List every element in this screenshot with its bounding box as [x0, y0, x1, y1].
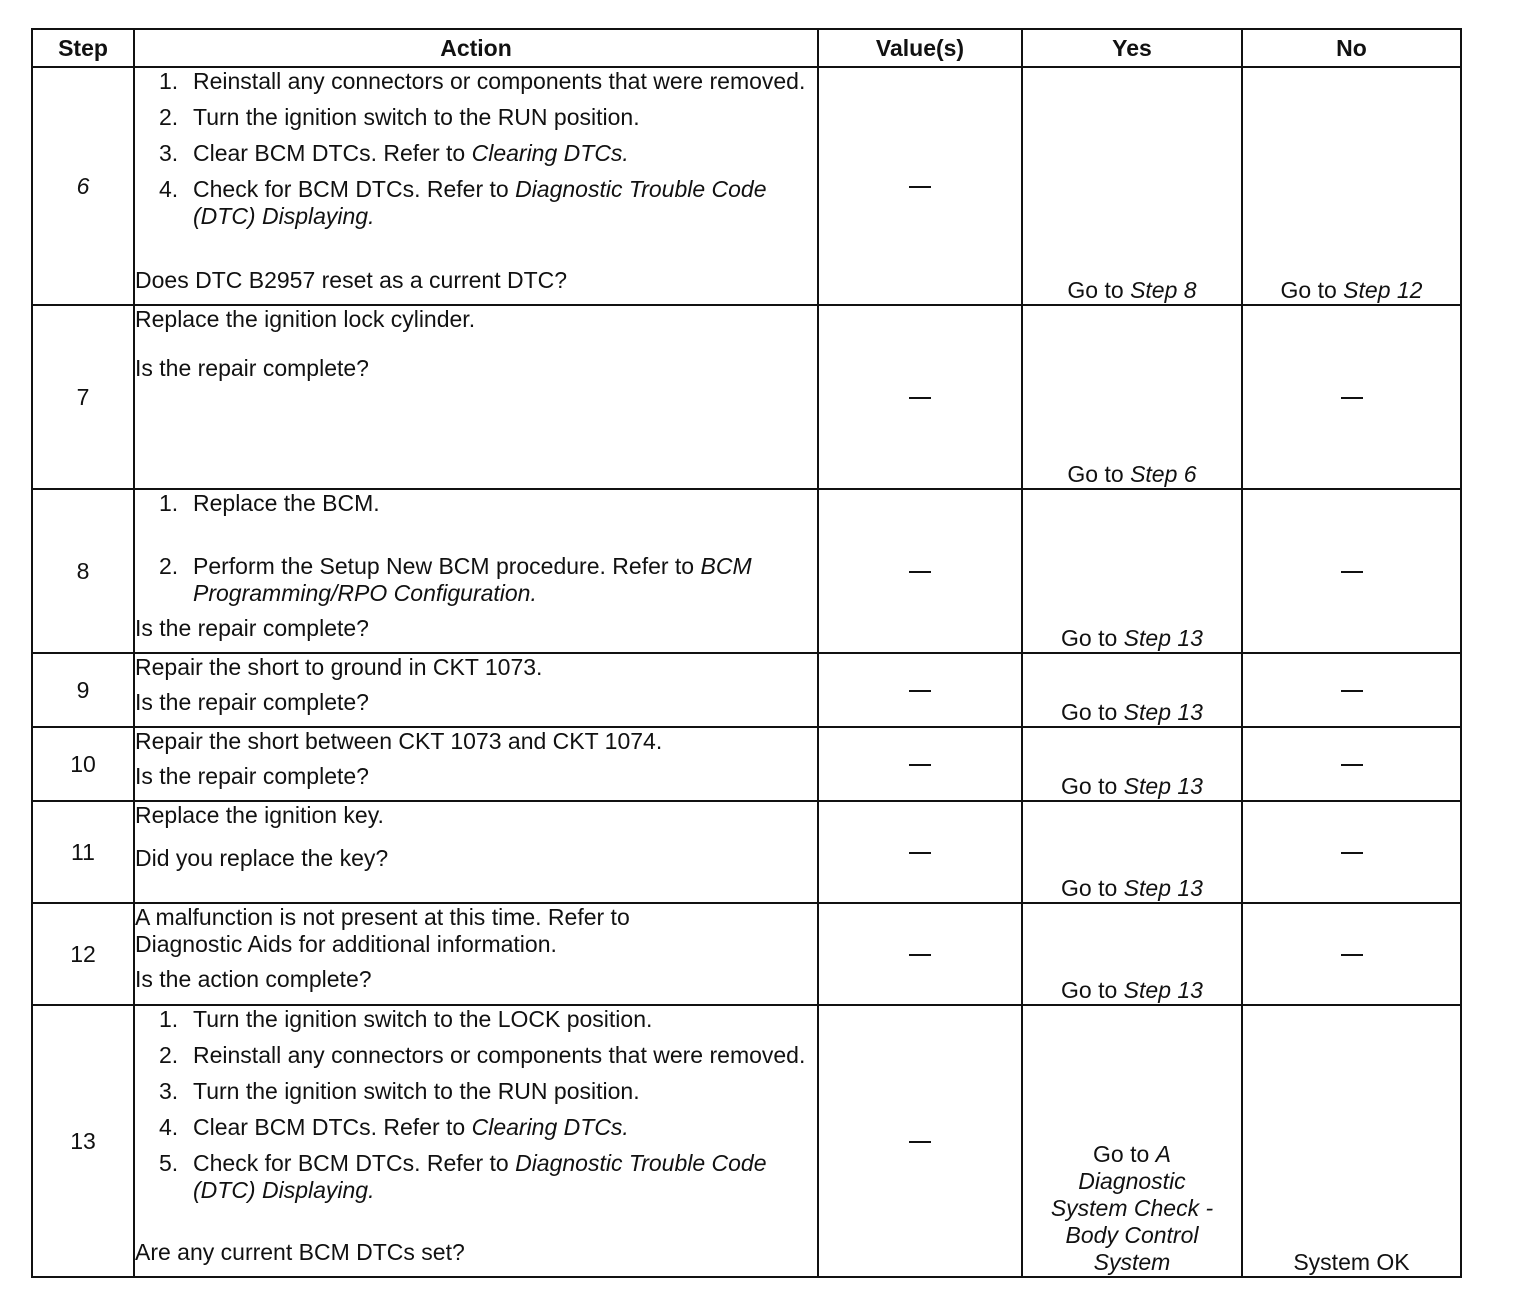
dash — [1341, 954, 1363, 956]
question: Is the repair complete? — [135, 689, 369, 715]
action-text: Repair the short between CKT 1073 and CKT 1074. — [135, 728, 663, 754]
yes-reference: A Diagnostic System Check - Body Control System — [1050, 1141, 1214, 1275]
value-cell — [818, 67, 1022, 305]
yes-cell: Go to Step 13 — [1022, 727, 1242, 801]
header-no: No — [1242, 29, 1461, 67]
question: Did you replace the key? — [135, 845, 389, 871]
table-row — [32, 305, 1461, 489]
no-cell — [1242, 653, 1461, 727]
list-item: 3. Turn the ignition switch to the RUN position. — [159, 1078, 640, 1104]
reference-link: BCM Programming/RPO Configuration. — [193, 553, 752, 606]
list-item: 1. Turn the ignition switch to the LOCK position. — [159, 1006, 653, 1032]
yes-reference: Step 13 — [1123, 773, 1203, 799]
header-step: Step — [32, 29, 134, 67]
action-cell — [134, 489, 818, 653]
value-cell — [818, 653, 1022, 727]
step-number: 8 — [32, 489, 134, 653]
list-item: 3. Clear BCM DTCs. Refer to Clearing DTCs. — [159, 140, 629, 166]
table-row — [32, 67, 1461, 305]
no-cell — [1242, 727, 1461, 801]
diagnostic-table — [31, 28, 1462, 1278]
dash — [1341, 852, 1363, 854]
value-cell — [818, 1005, 1022, 1277]
table-row — [32, 653, 1461, 727]
list-item: 5. Check for BCM DTCs. Refer to Diagnostic Trouble Code (DTC) Displaying. — [159, 1150, 767, 1203]
step-number: 7 — [32, 305, 134, 489]
dash — [1341, 690, 1363, 692]
table-row — [32, 801, 1461, 903]
step-number: 9 — [32, 653, 134, 727]
action-cell — [134, 903, 818, 1005]
value-cell — [818, 727, 1022, 801]
yes-cell: Go to Step 13 — [1022, 489, 1242, 653]
dash — [1341, 397, 1363, 399]
dash — [909, 1141, 931, 1143]
no-reference: Step 12 — [1343, 277, 1423, 303]
action-cell — [134, 727, 818, 801]
list-item: 4. Check for BCM DTCs. Refer to Diagnostic Trouble Code (DTC) Displaying. — [159, 176, 767, 229]
dash — [909, 186, 931, 188]
question: Is the repair complete? — [135, 763, 369, 789]
yes-cell: Go to Step 13 — [1022, 801, 1242, 903]
list-item: 2. Turn the ignition switch to the RUN position. — [159, 104, 640, 130]
header-yes: Yes — [1022, 29, 1242, 67]
action-cell — [134, 1005, 818, 1277]
yes-reference: Step 13 — [1123, 977, 1203, 1003]
table-row — [32, 727, 1461, 801]
reference-link: Diagnostic Trouble Code (DTC) Displaying. — [193, 176, 767, 229]
step-number: 11 — [32, 801, 134, 903]
value-cell — [818, 489, 1022, 653]
dash — [909, 764, 931, 766]
system-ok: System OK — [1293, 1249, 1410, 1275]
no-cell — [1242, 903, 1461, 1005]
action-cell — [134, 801, 818, 903]
step-number: 6 — [32, 67, 134, 305]
question: Is the repair complete? — [135, 355, 369, 381]
action-steps — [135, 1006, 817, 1204]
header-action: Action — [134, 29, 818, 67]
table-row — [32, 489, 1461, 653]
list-item: 2. Perform the Setup New BCM procedure. Refer to BCM Programming/RPO Configuration. — [159, 553, 752, 606]
table-row — [32, 1005, 1461, 1277]
reference-link: Clearing DTCs. — [471, 1114, 629, 1140]
yes-reference: Step 13 — [1123, 875, 1203, 901]
question: Does DTC B2957 reset as a current DTC? — [135, 267, 568, 293]
action-cell — [134, 653, 818, 727]
yes-cell: Go to Step 6 — [1022, 305, 1242, 489]
action-steps — [135, 490, 817, 607]
step-number: 12 — [32, 903, 134, 1005]
dash — [909, 852, 931, 854]
question: Are any current BCM DTCs set? — [135, 1239, 465, 1265]
action-text: Repair the short to ground in CKT 1073. — [135, 654, 543, 680]
yes-reference: Step 13 — [1123, 699, 1203, 725]
header-row — [32, 29, 1461, 67]
yes-cell: Go to Step 13 — [1022, 903, 1242, 1005]
value-cell — [818, 903, 1022, 1005]
dash — [909, 690, 931, 692]
no-cell — [1242, 305, 1461, 489]
action-text: Replace the ignition key. — [135, 802, 384, 828]
no-cell — [1242, 489, 1461, 653]
header-values: Value(s) — [818, 29, 1022, 67]
question: Is the repair complete? — [135, 615, 369, 641]
list-item: 2. Reinstall any connectors or components that were removed. — [159, 1042, 806, 1068]
action-cell — [134, 305, 818, 489]
dash — [1341, 764, 1363, 766]
reference-link: Clearing DTCs. — [471, 140, 629, 166]
no-cell — [1242, 1005, 1461, 1277]
list-item: 1. Reinstall any connectors or components that were removed. — [159, 68, 806, 94]
table-row — [32, 903, 1461, 1005]
dash — [909, 954, 931, 956]
list-item: 4. Clear BCM DTCs. Refer to Clearing DTCs. — [159, 1114, 629, 1140]
dash — [909, 397, 931, 399]
question: Is the action complete? — [135, 966, 372, 992]
dash — [909, 571, 931, 573]
value-cell — [818, 801, 1022, 903]
yes-cell: Go to Step 8 — [1022, 67, 1242, 305]
action-text: Replace the ignition lock cylinder. — [135, 306, 476, 332]
action-cell — [134, 67, 818, 305]
dash — [1341, 571, 1363, 573]
step-number: 13 — [32, 1005, 134, 1277]
yes-reference: Step 8 — [1130, 277, 1197, 303]
action-steps — [135, 68, 817, 230]
step-number: 10 — [32, 727, 134, 801]
reference-link: Diagnostic Trouble Code (DTC) Displaying. — [193, 1150, 767, 1203]
yes-reference: Step 13 — [1123, 625, 1203, 651]
yes-cell: Go to A Diagnostic System Check - Body Control System — [1022, 1005, 1242, 1277]
no-cell — [1242, 801, 1461, 903]
no-cell: Go to Step 12 — [1242, 67, 1461, 305]
action-text: A malfunction is not present at this time. Refer to Diagnostic Aids for additional information. — [135, 904, 630, 957]
value-cell — [818, 305, 1022, 489]
yes-reference: Step 6 — [1130, 461, 1197, 487]
yes-cell: Go to Step 13 — [1022, 653, 1242, 727]
list-item: 1. Replace the BCM. — [159, 490, 380, 516]
